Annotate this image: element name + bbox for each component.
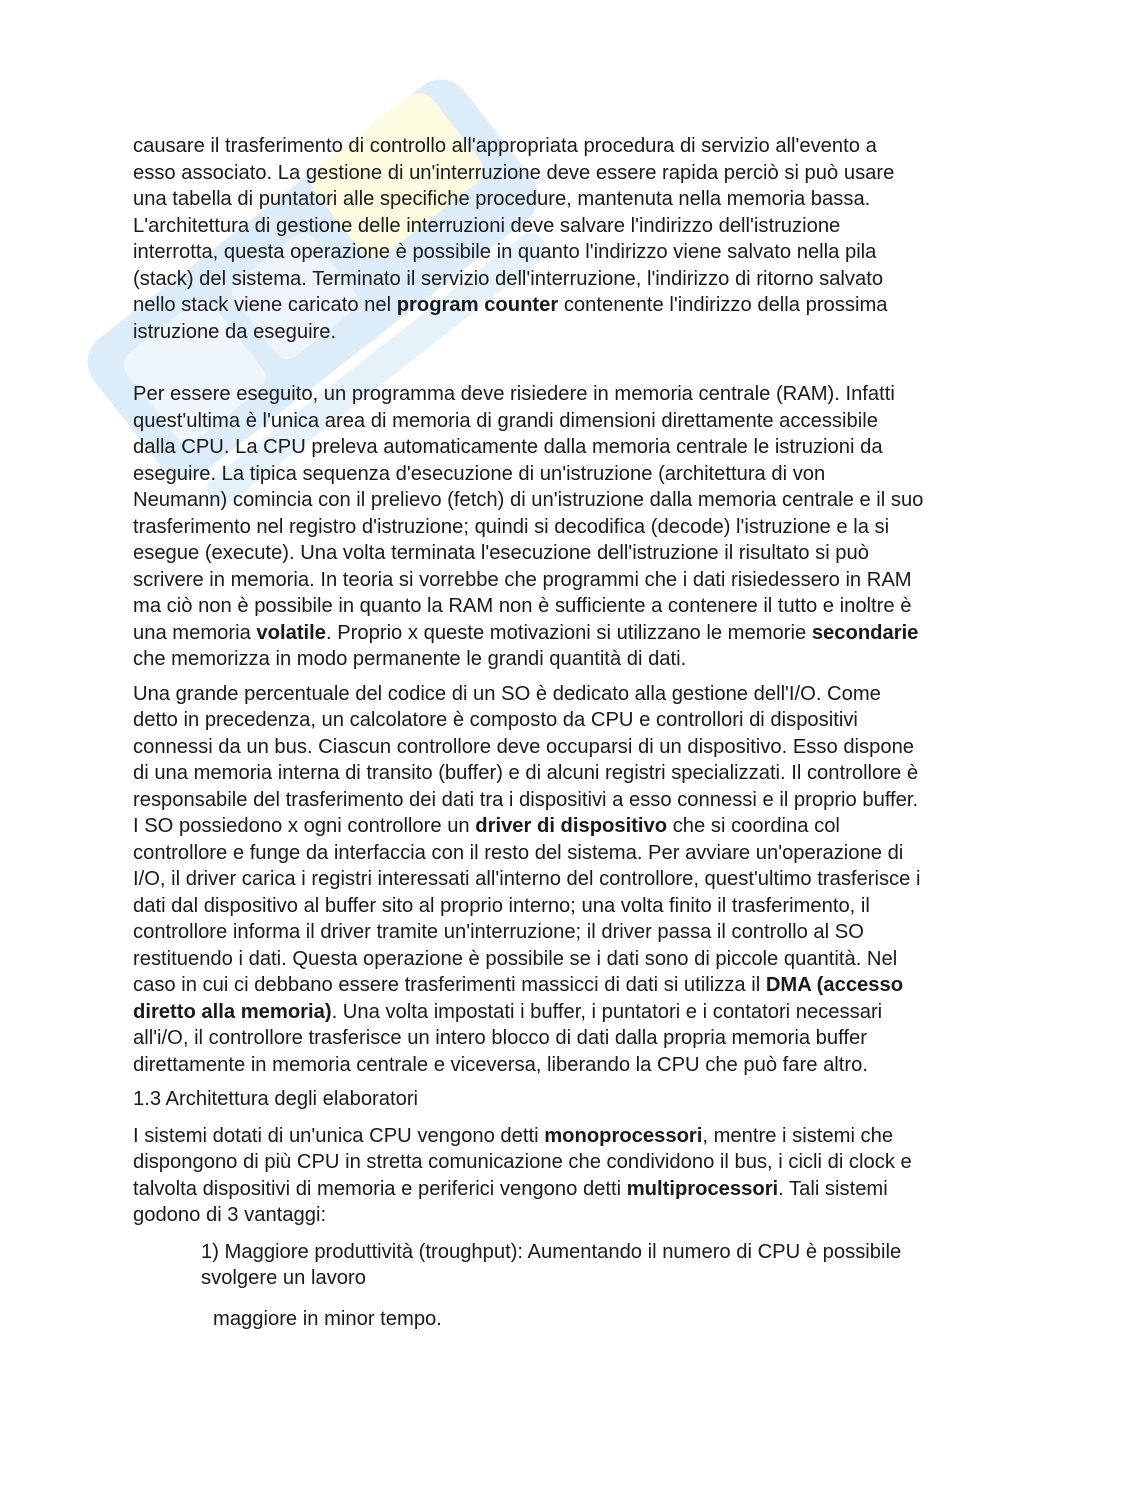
text-line: connessi da un bus. Ciascun controllore deve occuparsi di un dispositivo. Esso dispone (133, 735, 915, 758)
text-line: I/O, il driver carica i registri interessati all'interno del controllore, quest'ultimo trasferisce i (133, 868, 921, 890)
text-line: controllore e funge da interfaccia con il resto del sistema. Per avviare un'operazione di (133, 841, 904, 864)
text-span: che si coordina col (667, 815, 840, 837)
text-line: interrotta, questa operazione è possibile in quanto l'indirizzo viene salvato nella pila (133, 241, 877, 263)
text-line: L'architettura di gestione delle interruzioni deve salvare l'indirizzo dell'istruzione (133, 214, 841, 237)
text-span: una memoria (133, 621, 257, 644)
paragraph-io (133, 681, 1023, 1079)
text-line: godono di 3 vantaggi: (133, 1204, 327, 1226)
text-line: trasferimento nel registro d'istruzione; quindi si decodifica (decode) l'istruzione e la si (133, 515, 890, 538)
bold-term: diretto alla memoria) (133, 1000, 332, 1023)
text-line: svolgere un lavoro (201, 1267, 366, 1289)
text-span: , mentre i sistemi che (702, 1124, 894, 1147)
bold-term: monoprocessori (544, 1124, 703, 1147)
bold-term: volatile (256, 621, 326, 644)
paragraph-interrupts (133, 133, 1023, 345)
text-line: eseguire. La tipica sequenza d'esecuzione di un'istruzione (architettura di von (133, 462, 826, 485)
paragraph-architecture (133, 1123, 1023, 1229)
text-line: Neumann) comincia con il prelievo (fetch) di un'istruzione dalla memoria centrale e il suo (133, 489, 924, 511)
text-span: caso in cui ci debbano essere trasferimenti massicci di dati si utilizza il (133, 974, 766, 996)
text-line: direttamente in memoria centrale e viceversa, liberando la CPU che può fare altro. (133, 1053, 868, 1076)
text-line: dati dal dispositivo al buffer sito al proprio interno; una volta finito il trasferimento, il (133, 894, 870, 917)
bold-term: driver di dispositivo (475, 815, 668, 837)
text-line (133, 972, 1023, 999)
text-line: responsabile del trasferimento dei dati tra i dispositivi a esso connessi e il proprio buffer. (133, 788, 919, 811)
text-line: quest'ultima è l'unica area di memoria di grandi dimensioni direttamente accessibile (133, 409, 878, 432)
text-span: . Proprio x queste motivazioni si utilizzano le memorie (325, 621, 812, 644)
document-body (133, 133, 1023, 1332)
text-line: dispongono di più CPU in stretta comunicazione che condividono il bus, i cicli di clock e (133, 1151, 912, 1173)
text-line: causare il trasferimento di controllo all'appropriata procedura di servizio all'evento a (133, 135, 877, 157)
text-line: (stack) del sistema. Terminato il servizio dell'interruzione, l'indirizzo di ritorno salvato (133, 267, 884, 290)
text-line: all'i/O, il controllore trasferisce un intero blocco di dati dalla propria memoria buffer (133, 1027, 867, 1049)
bold-term: program counter (396, 294, 559, 316)
text-line: dalla CPU. La CPU preleva automaticamente dalla memoria centrale le istruzioni da (133, 436, 883, 458)
text-line (133, 1176, 1023, 1203)
text-line: una tabella di puntatori alle specifiche procedure, mantenuta nella memoria bassa. (133, 188, 871, 210)
text-line: di una memoria interna di transito (buffer) e di alcuni registri specializzati. Il controllore è (133, 762, 919, 784)
text-line (133, 292, 1023, 319)
text-line (133, 620, 1023, 647)
text-line: detto in precedenza, un calcolatore è composto da CPU e controllori di dispositivi (133, 709, 858, 731)
text-span: I sistemi dotati di un'unica CPU vengono detti (133, 1124, 545, 1147)
text-line: controllore informa il driver tramite un'interruzione; il driver passa il controllo al SO (133, 921, 864, 943)
paragraph-memory (133, 381, 1023, 673)
bold-term: DMA (accesso (765, 974, 904, 996)
text-line: esso associato. La gestione di un'interruzione deve essere rapida perciò si può usare (133, 161, 895, 184)
text-line: esegue (execute). Una volta terminata l'esecuzione dell'istruzione il risultato si può (133, 542, 869, 564)
bold-term: secondarie (811, 621, 919, 644)
text-span: contenente l'indirizzo della prossima (558, 294, 888, 316)
text-line: istruzione da eseguire. (133, 320, 337, 343)
text-span: I SO possiedono x ogni controllore un (133, 815, 476, 837)
list-item-continuation (213, 1306, 1023, 1333)
text-line: scrivere in memoria. In teoria si vorrebbe che programmi che i dati risiedessero in RAM (133, 568, 912, 591)
text-line: 1) Maggiore produttività (troughput): Aumentando il numero di CPU è possibile (201, 1240, 902, 1263)
text-line: che memorizza in modo permanente le grandi quantità di dati. (133, 648, 687, 670)
section-heading: 1.3 Architettura degli elaboratori (133, 1088, 419, 1110)
text-span: . Tali sistemi (778, 1177, 888, 1200)
text-span: . Una volta impostati i buffer, i puntatori e i contatori necessari (331, 1000, 883, 1023)
text-line (133, 999, 1023, 1026)
text-line: Per essere eseguito, un programma deve risiedere in memoria centrale (RAM). Infatti (133, 383, 895, 405)
list-item (201, 1239, 1023, 1292)
text-line (133, 813, 1023, 840)
text-line: Una grande percentuale del codice di un SO è dedicato alla gestione dell'I/O. Come (133, 682, 881, 705)
bold-term: multiprocessori (626, 1177, 779, 1200)
text-span: talvolta dispositivi di memoria e periferici vengono detti (133, 1177, 627, 1200)
text-line: restituendo i dati. Questa operazione è possibile se i dati sono di piccole quantità. Nel (133, 947, 898, 970)
text-line (133, 1123, 1023, 1150)
text-line: maggiore in minor tempo. (213, 1307, 442, 1330)
text-span: nello stack viene caricato nel (133, 294, 397, 316)
text-line: ma ciò non è possibile in quanto la RAM non è sufficiente a contenere il tutto e inoltre è (133, 595, 912, 617)
